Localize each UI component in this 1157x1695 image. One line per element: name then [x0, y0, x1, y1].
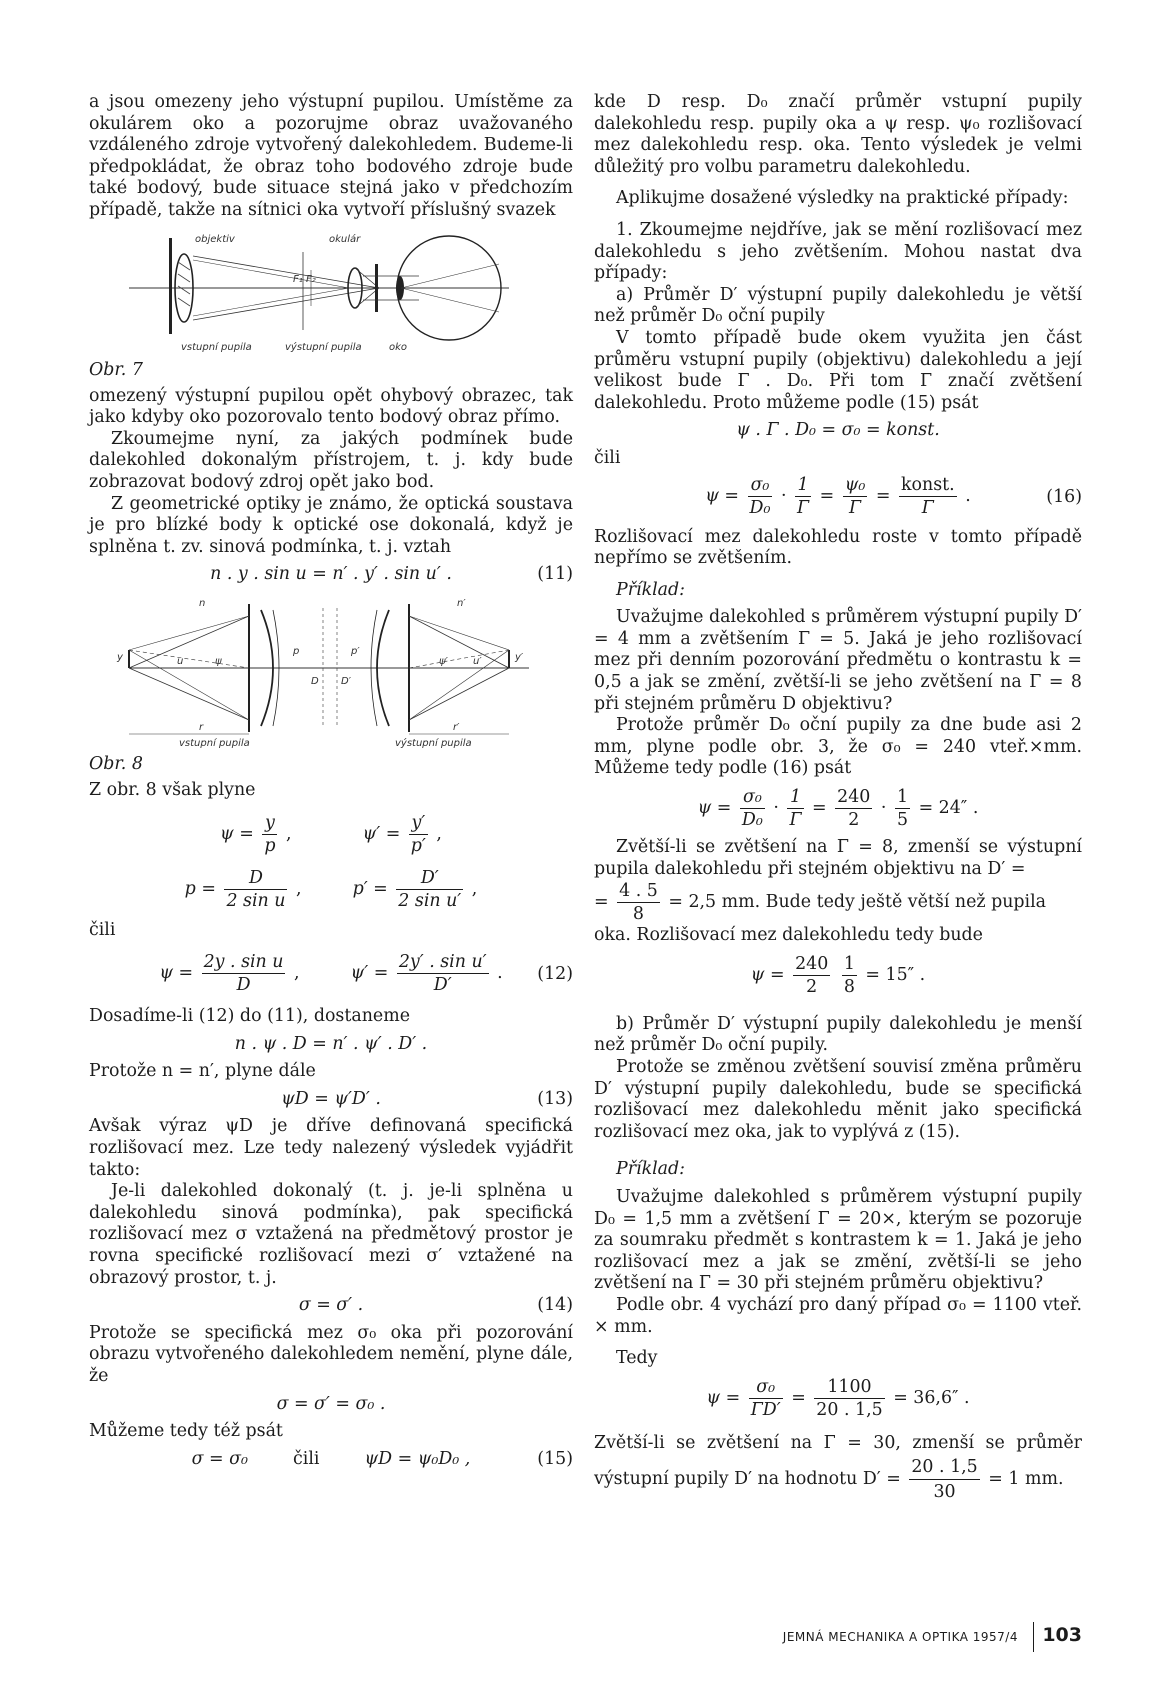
journal-name: JEMNÁ MECHANIKA A OPTIKA 1957/4 — [782, 1630, 1018, 1644]
label-r: r — [199, 721, 204, 733]
label-p: p — [293, 645, 300, 657]
paragraph: Je-li dalekohled dokonalý (t. j. je-li splněna u dalekohledu sinová podmínka), pak specifická rozlišovací mez σ vztažená na předmětový prostor je rovna specifické rozlišovací mezi σ′ vztažené na obrazový prostor, t. j. — [89, 1181, 573, 1288]
example-heading: Příklad: — [616, 1159, 686, 1180]
fraction: $\frac{1}{\Gamma}$ — [797, 474, 810, 518]
figure-7 — [89, 230, 573, 382]
label-n-prime: n′ — [457, 597, 466, 609]
label-objektiv: objektiv — [195, 233, 235, 245]
fraction: $\frac{\text{σ₀}}{\Gamma D'}$ — [750, 1376, 781, 1420]
equation-15: σ = σ₀ čili ψD = ψ₀D₀ , (15) — [191, 1448, 573, 1469]
paragraph: a jsou omezeny jeho výstupní pupilou. Umístěme za okulárem oko a pozorujme obraz uvažovaného vzdáleného zdroje vytvořený dalekohledem. Budeme-li předpokládat, že obraz toho bodového zdroje bude také bodový, bude situace stejná jako v předchozím případě, takže na sítnici oka vytvoří příslušný svazek — [89, 92, 573, 220]
figure-7-caption: Obr. 7 — [89, 359, 143, 380]
equation-p: p = $\frac{D}{\text{2 sin u}}$ , p′ = $\frac{D'}{\text{2 sin u′}}$ , — [184, 867, 478, 911]
equation-13: ψD = ψ′D′ . (13) — [281, 1088, 573, 1109]
equation-11 — [89, 564, 573, 586]
fraction: $\frac{240}{2}$ — [837, 787, 871, 831]
label-okular: okulár — [329, 233, 361, 245]
label-vstupni-pupila: vstupní pupila — [181, 341, 252, 353]
figure-8-caption: Obr. 8 — [89, 753, 143, 774]
equation-14: σ = σ′ . (14) — [298, 1295, 573, 1316]
fraction: $\frac{240}{2}$ — [795, 953, 829, 997]
paragraph: Uvažujme dalekohled s průměrem výstupní pupily D₀ = 1,5 mm a zvětšení Γ = 20×, kterým se pozoruje za soumraku předmět s kontrastem k = 1. Jaká je jeho rozlišovací mez a jak se změní, zvětší-li se jeho zvětšení na Γ = 30 při stejném průměru objektivu? — [594, 1186, 1082, 1294]
paragraph: Z geometrické optiky je známo, že optická soustava je pro blízké body k optické ose dokonalá, když je splněna t. zv. sinová podmínka, t. j. vztah — [89, 493, 573, 557]
paragraph: Protože se specifická mez σ₀ oka při pozorování obrazu vytvořeného dalekohledem nemění, plyne dále, že — [89, 1322, 573, 1386]
paragraph: Tedy — [616, 1348, 658, 1369]
paragraph: Aplikujme dosažené výsledky na praktické případy: — [616, 188, 1069, 209]
paragraph: Uvažujme dalekohled s průměrem výstupní pupily D′ = 4 mm a zvětšením Γ = 5. Jaká je jeho rozlišovací mez při denním pozorování předmětu o kontrastu k = 0,5 a jak se změní, zvětší-li se jeho zvětšení na Γ = 8 při stejném průměru D objektivu? — [594, 607, 1082, 714]
paragraph: Můžeme tedy též psát — [89, 1421, 283, 1442]
equation: n . ψ . D = n′ . ψ′ . D′ . — [234, 1033, 428, 1054]
equation-number: (14) — [537, 1295, 573, 1316]
figure-7-diagram — [89, 230, 573, 358]
paragraph: Z obr. 8 však plyne — [89, 779, 256, 800]
equation-number: (11) — [537, 564, 573, 585]
label-u-prime: u′ — [473, 655, 482, 667]
paragraph: Zkoumejme nyní, za jakých podmínek bude dalekohled dokonalým přístrojem, t. j. kdy bude zobrazovat bodový zdroj opět jako bod. — [89, 428, 573, 492]
figure-8-diagram — [89, 594, 573, 750]
paragraph: b) Průměr D′ výstupní pupily dalekohledu je menší než průměr D₀ oční pupily. — [594, 1013, 1082, 1056]
label-vstupni-pupila: vstupní pupila — [179, 737, 250, 749]
equation-11-body: n . y . sin u = n′ . y′ . sin u′ . — [210, 564, 452, 585]
paragraph: oka. Rozlišovací mez dalekohledu tedy bude — [594, 925, 983, 946]
label-p-prime: p′ — [351, 645, 360, 657]
paragraph: Protože průměr D₀ oční pupily za dne bude asi 2 mm, plyne podle obr. 3, že σ₀ = 240 vteř.×mm. Můžeme tedy podle (16) psát — [594, 715, 1082, 779]
paragraph: V tomto případě bude okem využita jen část průměru vstupní pupily (objektivu) dalekohledu a její velikost bude Γ . D₀. Při tom Γ značí zvětšení dalekohledu. Proto můžeme podle (15) psát — [594, 327, 1082, 413]
equation: σ = σ′ = σ₀ . — [276, 1393, 386, 1414]
label-psi: ψ — [215, 655, 222, 667]
equation-psi: ψ = $\frac{y}{p}$ , ψ′ = $\frac{y'}{p'}$ , — [220, 812, 442, 856]
fraction: $\frac{\text{2y . sin u}}{D}$ — [203, 952, 284, 996]
paragraph: čili — [594, 447, 621, 468]
label-y: y — [117, 651, 123, 663]
fraction: $\frac{\text{σ₀}}{\text{D₀}}$ — [749, 474, 771, 518]
fraction: $\frac{\text{ψ₀}}{\Gamma}$ — [844, 474, 866, 518]
paragraph: Zvětší-li se zvětšení na Γ = 8, zmenší se výstupní pupila dalekohledu při stejném objektivu na D′ = — [594, 837, 1082, 879]
equation: ψ = $\frac{\text{σ₀}}{\Gamma D'}$ = $\frac{1100}{20 . 1,5}$ = 36,6″ . — [706, 1376, 970, 1420]
fraction: $\frac{1}{8}$ — [843, 953, 855, 997]
fraction: $\frac{\text{konst.}}{\Gamma}$ — [901, 474, 955, 518]
equation-12: ψ = $\frac{\text{2y . sin u}}{D}$ , ψ′ = $\frac{\text{2y′ . sin u′}}{D'}$ . (12) — [159, 952, 573, 996]
paragraph: a) Průměr D′ výstupní pupily dalekohledu je větší než průměr D₀ oční pupily — [594, 284, 1082, 327]
label-r-prime: r′ — [453, 721, 460, 733]
label-u: u — [177, 655, 184, 667]
paragraph: Protože n = n′, plyne dále — [89, 1061, 316, 1082]
equation: ψ = $\frac{\text{σ₀}}{\text{D₀}}$ · $\frac{1}{\Gamma}$ = $\frac{240}{2}$ · $\frac{1}{5}$ = 24″ . — [697, 787, 979, 831]
fraction: $\frac{20 . 1,5}{30}$ — [911, 1456, 978, 1502]
left-column — [89, 92, 573, 1476]
fraction: $\frac{y'}{p'}$ — [410, 812, 426, 856]
label-oko: oko — [389, 341, 408, 353]
paragraph: Dosadíme-li (12) do (11), dostaneme — [89, 1006, 410, 1027]
label-f1f2: F₁ F₂ — [293, 273, 316, 285]
fraction: $\frac{\text{σ₀}}{\text{D₀}}$ — [741, 787, 763, 831]
label-D: D — [311, 675, 319, 687]
fraction: $\frac{1}{\Gamma}$ — [789, 787, 802, 831]
fraction: $\frac{4 . 5}{8}$ — [619, 881, 658, 925]
example-heading: Příklad: — [616, 579, 686, 600]
fraction: $\frac{\text{2y′ . sin u′}}{D'}$ — [398, 952, 487, 996]
fraction: $\frac{1}{5}$ — [896, 787, 909, 831]
paragraph: Rozlišovací mez dalekohledu roste v tomto případě nepřímo se zvětšením. — [594, 526, 1082, 569]
paragraph: Protože se změnou zvětšení souvisí změna průměru D′ výstupní pupily dalekohledu, bude se specifická rozlišovací mez dalekohledu měnit jako specifická rozlišovací mez oka, jak to vyplývá z (15). — [594, 1057, 1082, 1142]
label-D-prime: D′ — [341, 675, 351, 687]
equation-number: (13) — [537, 1088, 573, 1109]
equation-number: (16) — [1046, 486, 1082, 507]
equation-number: (12) — [537, 964, 573, 985]
footer-divider — [1033, 1622, 1034, 1652]
paragraph: = $\frac{4 . 5}{8}$ = 2,5 mm. Bude tedy ještě větší než pupila — [594, 881, 1047, 925]
equation-number: (15) — [537, 1448, 573, 1469]
paragraph: Zvětší-li se zvětšení na Γ = 30, zmenší se průměr výstupní pupily D′ na hodnotu D′ = $\frac{20 . 1,5}{30}$ = 1 mm. — [594, 1432, 1082, 1502]
paragraph: Podle obr. 4 vychází pro daný případ σ₀ = 1100 vteř. × mm. — [594, 1294, 1082, 1337]
paragraph: omezený výstupní pupilou opět ohybový obrazec, tak jako kdyby oko pozorovalo tento bodový obraz přímo. — [89, 385, 573, 428]
equation-16: ψ = $\frac{\text{σ₀}}{\text{D₀}}$ · $\frac{1}{\Gamma}$ = $\frac{\text{ψ₀}}{\Gamma}$ = $\frac{\text{konst.}}{\Gamma}$ . (16) — [705, 474, 1082, 518]
equation: ψ . Γ . D₀ = σ₀ = konst. — [736, 420, 940, 441]
label-y-prime: y′ — [515, 651, 524, 663]
paragraph: 1. Zkoumejme nejdříve, jak se mění rozlišovací mez dalekohledu s jeho zvětšením. Mohou nastat dva případy: — [594, 219, 1082, 284]
right-column — [594, 92, 1082, 1504]
label-vystupni-pupila: výstupní pupila — [285, 341, 362, 353]
label-vystupni-pupila: výstupní pupila — [395, 737, 472, 749]
fraction: $\frac{D'}{\text{2 sin u′}}$ — [398, 867, 462, 911]
equation: ψ = $\frac{240}{2}$ $\frac{1}{8}$ = 15″ . — [750, 953, 926, 997]
page-number: 103 — [1042, 1624, 1082, 1646]
label-psi-prime: ψ′ — [439, 655, 448, 667]
fraction: $\frac{1100}{20 . 1,5}$ — [816, 1376, 883, 1420]
paragraph: čili — [89, 919, 116, 940]
fraction: $\frac{y}{p}$ — [264, 812, 276, 856]
page-footer — [742, 1620, 1082, 1652]
fraction: $\frac{D}{\text{2 sin u}}$ — [226, 867, 286, 911]
paragraph: kde D resp. D₀ značí průměr vstupní pupily dalekohledu resp. pupily oka a ψ resp. ψ₀ rozlišovací mez dalekohledu resp. oka. Tento výsledek je velmi důležitý pro volbu parametru dalekohledu. — [594, 92, 1082, 177]
figure-8 — [89, 594, 573, 776]
paragraph: Avšak výraz ψD je dříve definovaná specifická rozlišovací mez. Lze tedy nalezený výsledek vyjádřit takto: — [89, 1116, 573, 1180]
label-n: n — [199, 597, 206, 609]
